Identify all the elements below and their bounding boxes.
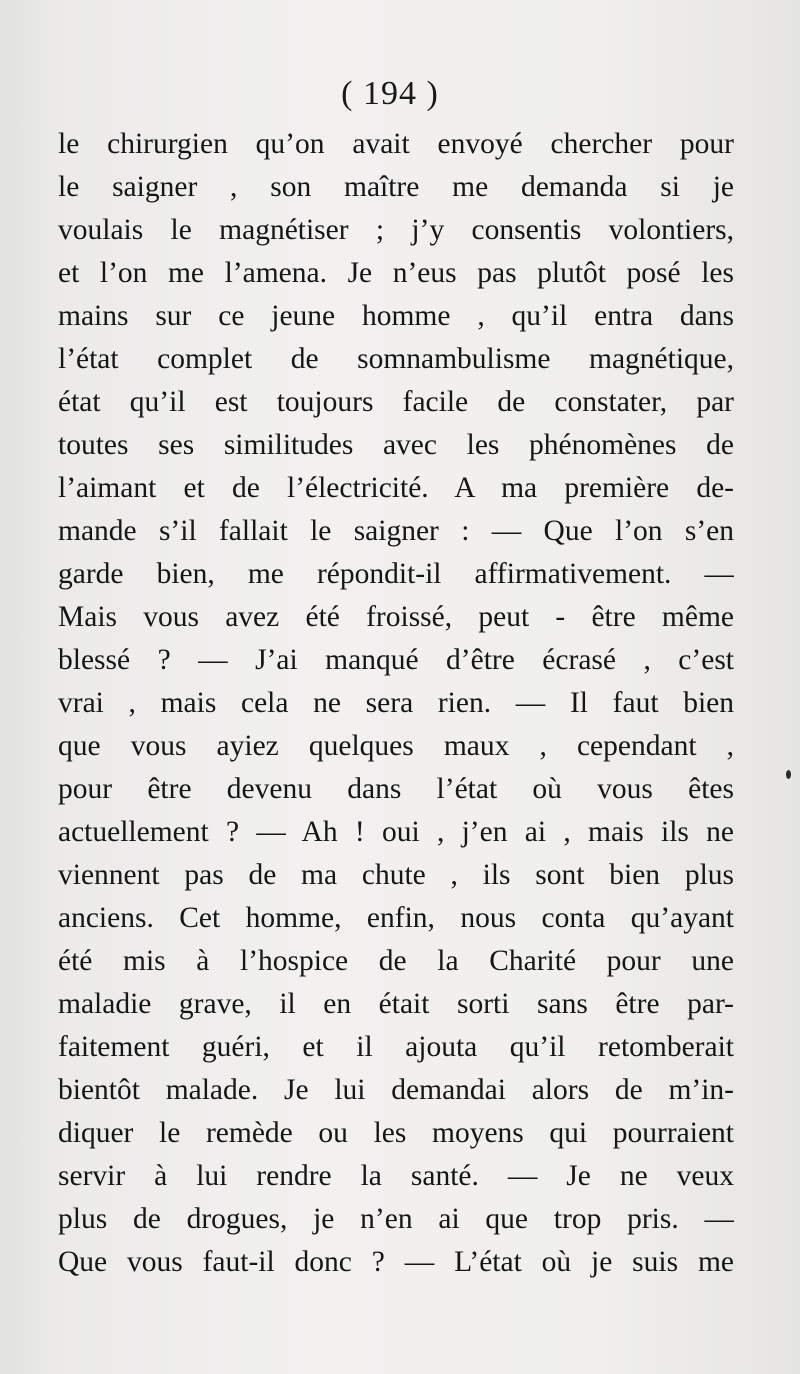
text-line: plus de drogues, je n’en ai que trop pris. — <box>58 1203 734 1235</box>
text-line: l’état complet de somnambulisme magnétique, <box>58 343 734 375</box>
text-line: Que vous faut-il donc ? — L’état où je suis me <box>58 1246 734 1278</box>
text-line: actuellement ? — Ah ! oui , j’en ai , mais ils ne <box>58 816 734 848</box>
text-line: anciens. Cet homme, enfin, nous conta qu’ayant <box>58 902 734 934</box>
text-line: servir à lui rendre la santé. — Je ne veux <box>58 1160 734 1192</box>
page-number: ( 194 ) <box>341 75 439 112</box>
text-line: le chirurgien qu’on avait envoyé chercher pour <box>58 128 734 160</box>
text-line: faitement guéri, et il ajouta qu’il retomberait <box>58 1031 734 1063</box>
body-text <box>58 123 734 1284</box>
text-line: Mais vous avez été froissé, peut - être même <box>58 601 734 633</box>
text-line: que vous ayiez quelques maux , cependant , <box>58 730 734 762</box>
text-line: bientôt malade. Je lui demandai alors de m’in- <box>58 1074 734 1106</box>
text-line: maladie grave, il en était sorti sans être par- <box>58 988 734 1020</box>
text-line: toutes ses similitudes avec les phénomènes de <box>58 429 734 461</box>
text-line: le saigner , son maître me demanda si je <box>58 171 734 203</box>
text-line: garde bien, me répondit-il affirmativement. — <box>58 558 734 590</box>
text-line: été mis à l’hospice de la Charité pour une <box>58 945 734 977</box>
text-line: viennent pas de ma chute , ils sont bien plus <box>58 859 734 891</box>
text-line: l’aimant et de l’électricité. A ma première de- <box>58 472 734 504</box>
text-line: pour être devenu dans l’état où vous êtes <box>58 773 734 805</box>
text-line: mande s’il fallait le saigner : — Que l’on s’en <box>58 515 734 547</box>
text-line: diquer le remède ou les moyens qui pourraient <box>58 1117 734 1149</box>
text-line: voulais le magnétiser ; j’y consentis volontiers, <box>58 214 734 246</box>
text-line: et l’on me l’amena. Je n’eus pas plutôt posé les <box>58 257 734 289</box>
text-line: état qu’il est toujours facile de constater, par <box>58 386 734 418</box>
text-line: mains sur ce jeune homme , qu’il entra dans <box>58 300 734 332</box>
ink-speck <box>786 770 791 779</box>
text-line: vrai , mais cela ne sera rien. — Il faut bien <box>58 687 734 719</box>
text-line: blessé ? — J’ai manqué d’être écrasé , c’est <box>58 644 734 676</box>
